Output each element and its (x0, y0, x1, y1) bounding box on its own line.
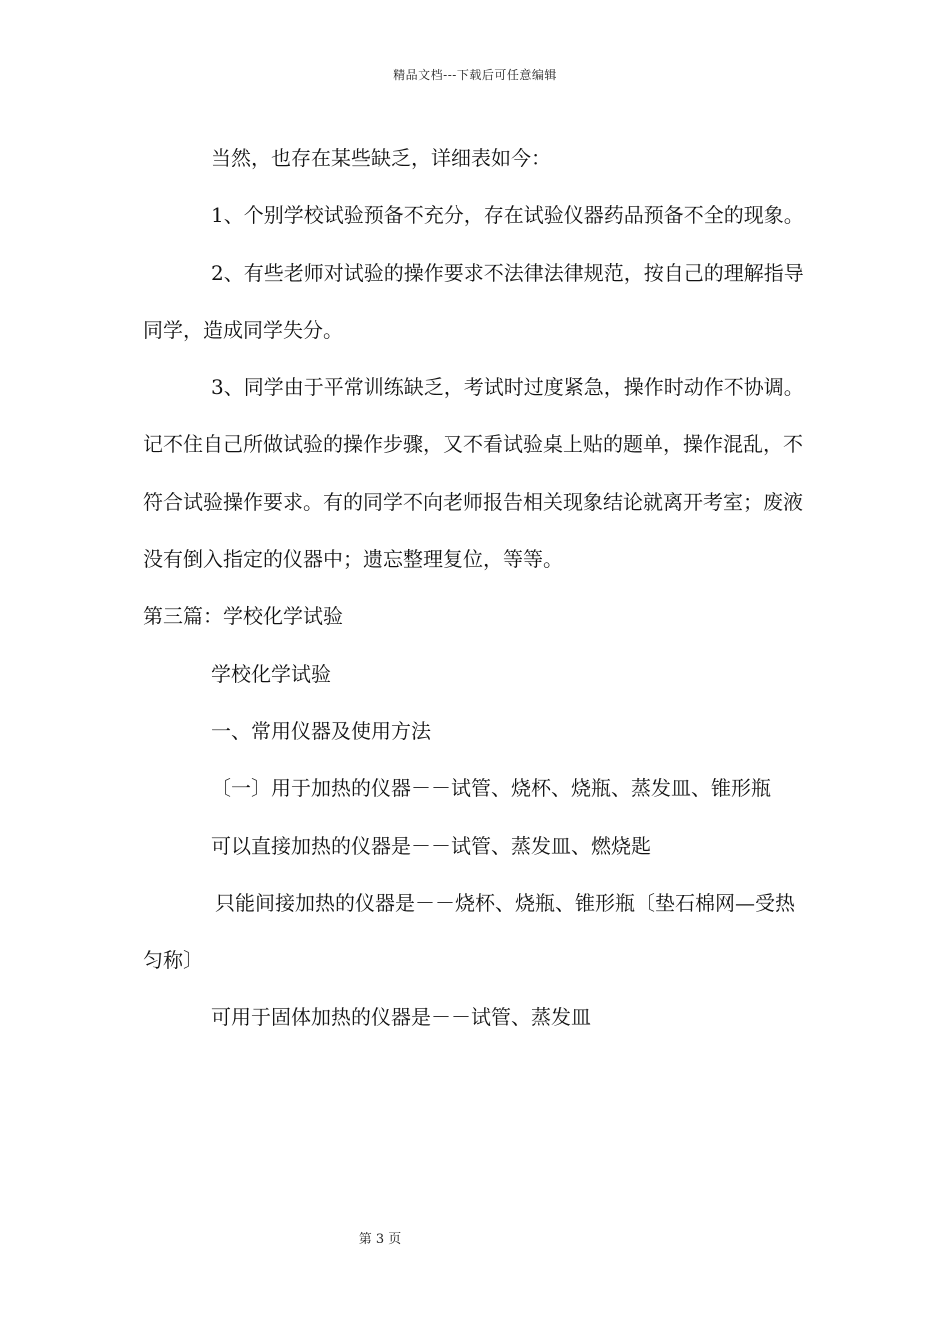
section-heading: 第三篇：学校化学试验 (143, 604, 343, 629)
page-number: 第 3 页 (358, 1232, 402, 1247)
paragraph-2: 1、个别学校试验预备不充分，存在试验仪器药品预备不全的现象。 (211, 203, 804, 228)
paragraph-solid-heating: 可用于固体加热的仪器是－－试管、蒸发皿 (211, 1005, 591, 1030)
paragraph-4: 3、同学由于平常训练缺乏，考试时过度紧急，操作时动作不协调。 记不住自己所做试验的操作步骤，又不看试验桌上贴的题单，操作混乱，不符合试验操作要求。有的同学不向老师报告相关现象结论就离开考室；废液没有倒入指定的仪器中；遗忘整理复位，等等。 (143, 375, 804, 572)
paragraph-direct-heating: 可以直接加热的仪器是－－试管、蒸发皿、燃烧匙 (211, 833, 651, 858)
paragraph-indirect-heating: 只能间接加热的仪器是－－烧杯、烧瓶、锥形瓶〔垫石棉网—受热匀称〕 (143, 890, 795, 973)
paragraph-3: 2、有些老师对试验的操作要求不法律法律规范，按自己的理解指导同学，造成同学失分。 (143, 260, 804, 342)
subsection-heading: 一、常用仪器及使用方法 (211, 718, 431, 743)
document-body (143, 130, 811, 1047)
paragraph-heating-instruments: 〔一〕用于加热的仪器－－试管、烧杯、烧瓶、蒸发皿、锥形瓶 (211, 776, 771, 801)
section-subtitle: 学校化学试验 (211, 661, 331, 686)
paragraph-1: 当然，也存在某些缺乏，详细表如今： (211, 146, 551, 170)
page-header: 精品文档---下载后可任意编辑 (393, 68, 557, 82)
